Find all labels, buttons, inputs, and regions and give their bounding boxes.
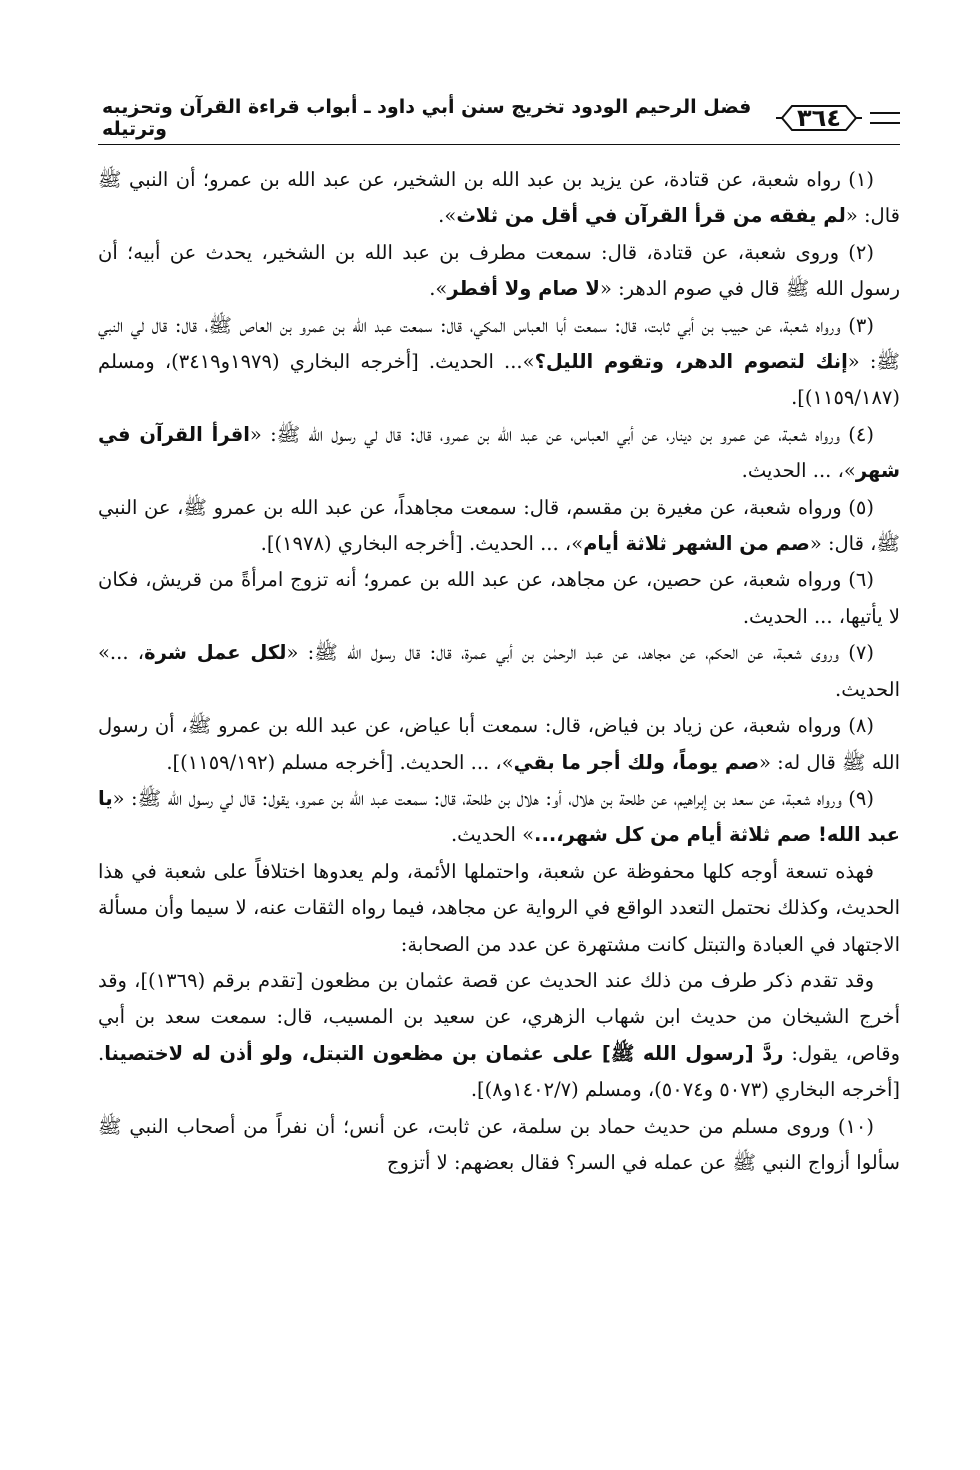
header-divider xyxy=(98,144,900,145)
page-header xyxy=(98,92,900,144)
paragraph-text: وقد تقدم ذكر طرف من ذلك عند الحديث عن قصة عثمان بن مظعون [تقدم برقم (١٣٦٩)]، وقد أخرج الشيخان من حديث ابن شهاب الزهري، عن سعيد بن المسيب، قال: سمعت سعد بن أبي وقاص، يقول: xyxy=(98,968,900,1065)
paragraph-text: »، ... الحديث. [أخرجه البخاري (١٩٧٨)]. xyxy=(260,532,584,556)
paragraph-text: (٣) ورواه شعبة، عن حبيب بن أبي ثابت، قال: سمعت أبا العباس المكي، قال: سمعت عبد الله بن عمرو بن العاص ﷺ، قال: قال لي النبي ﷺ: « xyxy=(98,313,900,374)
paragraph-text: ». xyxy=(438,204,457,228)
quoted-hadith-text: يا عبد الله! صم ثلاثة أيام من كل شهر،... xyxy=(98,786,900,847)
paragraph xyxy=(98,781,900,854)
paragraph xyxy=(98,562,900,635)
page-number-badge xyxy=(774,100,864,136)
paragraph-text: (٧) وروى شعبة، عن الحكم، عن مجاهد، عن عبد الرحمٰن بن أبي عمرة، قال: قال رسول الله ﷺ: « xyxy=(286,641,874,665)
quoted-hadith-text: صم يوماً، ولك أجر ما بقي xyxy=(513,750,760,774)
paragraph xyxy=(98,162,900,235)
paragraph xyxy=(98,235,900,308)
paragraph-text: . [أخرجه البخاري (٥٠٧٣ و٥٠٧٤)، ومسلم (١٤٠٢/٧و٨)]. xyxy=(98,1041,900,1102)
paragraph xyxy=(98,635,900,708)
paragraph-text: ». xyxy=(429,277,448,301)
header-ornament-line xyxy=(870,112,900,124)
paragraph-text: (٢) وروى شعبة، عن قتادة، قال: سمعت مطرف بن عبد الله بن الشخير، يحدث عن أبيه؛ أن رسول الله ﷺ قال في صوم الدهر: « xyxy=(98,240,900,301)
quoted-hadith-text: ردَّ [رسول الله ﷺ] على عثمان بن مظعون التبتل، ولو أذن له لاختصينا xyxy=(104,1041,784,1065)
paragraph-text: (١٠) وروى مسلم من حديث حماد بن سلمة، عن ثابت، عن أنس؛ أن نفراً من أصحاب النبي ﷺ سألوا أزواج النبي ﷺ عن عمله في السر؟ فقال بعضهم: لا أتزوج xyxy=(98,1114,900,1174)
running-title: فضل الرحيم الودود تخريج سنن أبي داود ـ أبواب قراءة القرآن وتحزيبه وترتيله xyxy=(102,96,752,140)
page-body xyxy=(98,162,900,1181)
paragraph-text: »، ... الحديث. xyxy=(741,459,856,483)
paragraph xyxy=(98,708,900,781)
quoted-hadith-text: صم من الشهر ثلاثة أيام xyxy=(583,532,810,556)
paragraph xyxy=(98,963,900,1109)
paragraph-text: فهذه تسعة أوجه كلها محفوظة عن شعبة، واحتملها الأئمة، ولم يعدوها اختلافاً على شعبة في هذا الحديث، وكذلك نحتمل التعدد الواقع في الرواية عن مجاهد، فيما رواه الثقات عنه، لا سيما وأن مسألة الاجتهاد في العبادة والتبتل كانت مشتهرة عن عدد من الصحابة: xyxy=(98,859,900,956)
paragraph xyxy=(98,308,900,417)
paragraph-text: »... الحديث. [أخرجه البخاري (١٩٧٩و٣٤١٩)، ومسلم (١١٥٩/١٨٧)]. xyxy=(98,350,900,410)
paragraph xyxy=(98,854,900,963)
paragraph-text: (٥) ورواه شعبة، عن مغيرة بن مقسم، قال: سمعت مجاهداً، عن عبد الله بن عمرو ﷺ، عن النبي ﷺ، قال: « xyxy=(98,495,900,556)
quoted-hadith-text: لم يفقه من قرأ القرآن في أقل من ثلاث xyxy=(456,204,846,228)
quoted-hadith-text: لا صام ولا أفطر xyxy=(447,277,600,301)
paragraph-text: » الحديث. xyxy=(450,823,535,847)
paragraph-text: (٤) ورواه شعبة، عن عمرو بن دينار، عن أبي العباس، عن عبد الله بن عمرو، قال: قال لي رسول الله ﷺ: « xyxy=(249,422,874,446)
paragraph xyxy=(98,1109,900,1182)
paragraph xyxy=(98,417,900,490)
paragraph-text: ، ...» الحديث. xyxy=(98,641,900,701)
paragraph-text: »، ... الحديث. [أخرجه مسلم (١١٥٩/١٩٢)]. xyxy=(166,750,514,774)
paragraph xyxy=(98,490,900,563)
paragraph-text: (٨) ورواه شعبة، عن زياد بن فياض، قال: سمعت أبا عياض، عن عبد الله بن عمرو ﷺ، أن رسول الله ﷺ قال له: « xyxy=(98,714,900,774)
page-number: ٣٦٤ xyxy=(797,104,841,132)
paragraph-text: (٩) ورواه شعبة، عن سعد بن إبراهيم، عن طلحة بن هلال، أو: هلال بن طلحة، قال: سمعت عبد الله بن عمرو، يقول: قال لي رسول الله ﷺ: « xyxy=(112,786,874,810)
paragraph-text: (٦) ورواه شعبة، عن حصين، عن مجاهد، عن عبد الله بن عمرو؛ أنه تزوج امرأةً من قريش، فكان لا يأتيها، ... الحديث. xyxy=(98,568,900,628)
quoted-hadith-text: اقرأ القرآن في شهر xyxy=(98,422,900,483)
paragraph-text: (١) رواه شعبة، عن قتادة، عن يزيد بن عبد الله بن الشخير، عن عبد الله بن عمرو؛ أن النبي ﷺ قال: « xyxy=(98,168,900,228)
quoted-hadith-text: إنك لتصوم الدهر، وتقوم الليل؟ xyxy=(534,350,848,374)
quoted-hadith-text: لكل عمل شرة xyxy=(144,641,287,665)
